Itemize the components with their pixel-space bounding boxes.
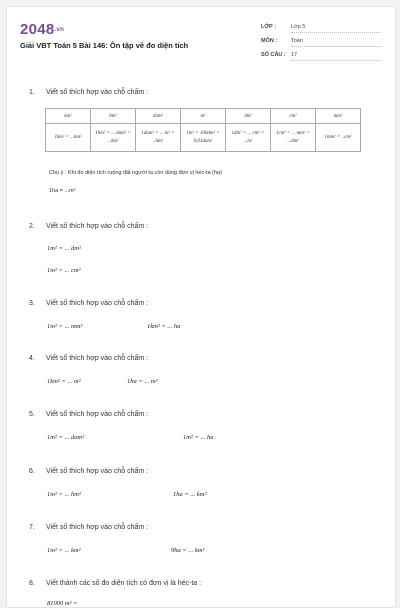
meta-label: SỐ CÂU : (261, 52, 286, 58)
worksheet-card (6, 6, 396, 608)
table-header-cell: m² (181, 109, 226, 124)
question-text: Viết số thích hợp vào chỗ chấm : (46, 89, 149, 96)
question-number: 3. (29, 300, 35, 307)
question-text: Viết thành các số đo diện tích có đơn vị là héc-ta : (46, 580, 202, 587)
exercise-line: 1m² = ... ha (183, 434, 214, 441)
table-cell: 1dm² = ... cm² = ...m² (226, 124, 271, 152)
question-text: Viết số thích hợp vào chỗ chấm : (46, 300, 149, 307)
question-number: 5. (29, 411, 35, 418)
exercise-line: 1m² = ... cm² (47, 267, 81, 274)
meta-value: Lớp 5 (291, 24, 381, 33)
logo-suffix: .vn (54, 27, 65, 34)
exercise-line: 1m² = ... dam² (47, 434, 85, 441)
meta-label: LỚP : (261, 24, 276, 30)
exercise-line: 1m² = ... km² (47, 547, 81, 554)
site-logo[interactable] (20, 21, 64, 38)
exercise-line: 1km² = ... m² (47, 378, 81, 385)
meta-label: MÔN : (261, 38, 278, 44)
question-text: Viết số thích hợp vào chỗ chấm : (46, 411, 149, 418)
question-number: 4. (29, 355, 35, 362)
exercise-line: 1m² = ... dm² (47, 245, 81, 252)
meta-value: Toán (291, 38, 381, 47)
document-title: Giải VBT Toán 5 Bài 146: Ôn tập về đo diện tích (20, 41, 189, 50)
exercise-line: 1ha = ... km² (173, 491, 207, 498)
question-number: 6. (29, 468, 35, 475)
exercise-line: 9ha = ... km² (171, 547, 205, 554)
table-cell: 1cm² = ... mm² = ...dm² (271, 124, 316, 152)
note-formula: 1ha = ...m² (49, 188, 76, 194)
table-cell: 1hm² = ... dam² = ...km² (91, 124, 136, 152)
table-header-cell: hm² (91, 109, 136, 124)
table-header-cell: km² (46, 109, 91, 124)
exercise-line: 1m² = ... mm² (47, 323, 83, 330)
question-text: Viết số thích hợp vào chỗ chấm : (46, 524, 149, 531)
question-text: Viết số thích hợp vào chỗ chấm : (46, 468, 149, 475)
exercise-line: 1km² = ... ha (147, 323, 181, 330)
question-text: Viết số thích hợp vào chỗ chấm : (46, 223, 149, 230)
exercise-line: 81000 m² = (47, 600, 78, 607)
table-cell: 1m² = 100dm² = 0,01dam² (181, 124, 226, 152)
question-text: Viết số thích hợp vào chỗ chấm : (46, 355, 149, 362)
table-cell: 1dam² = ... m² = ..hm² (136, 124, 181, 152)
question-number: 1. (29, 89, 35, 96)
table-header-cell: dam² (136, 109, 181, 124)
table-cell: 1mm² = ..cm² (316, 124, 361, 152)
exercise-line: 1ha = ... m² (127, 378, 158, 385)
unit-conversion-table (45, 108, 361, 152)
table-cell: 1km² = ...hm² (46, 124, 91, 152)
question-number: 8. (29, 580, 35, 587)
table-header-cell: mm² (316, 109, 361, 124)
note-text: Chú ý : Khi đo diện tích ruộng đất người ta còn dùng đơn vị héc-ta (ha) (49, 170, 222, 176)
exercise-line: 1m² = ... hm² (47, 491, 81, 498)
meta-value: 17 (291, 52, 381, 61)
question-number: 7. (29, 524, 35, 531)
table-header-cell: cm² (271, 109, 316, 124)
logo-text: 2048 (20, 21, 55, 38)
question-number: 2. (29, 223, 35, 230)
table-header-cell: dm² (226, 109, 271, 124)
